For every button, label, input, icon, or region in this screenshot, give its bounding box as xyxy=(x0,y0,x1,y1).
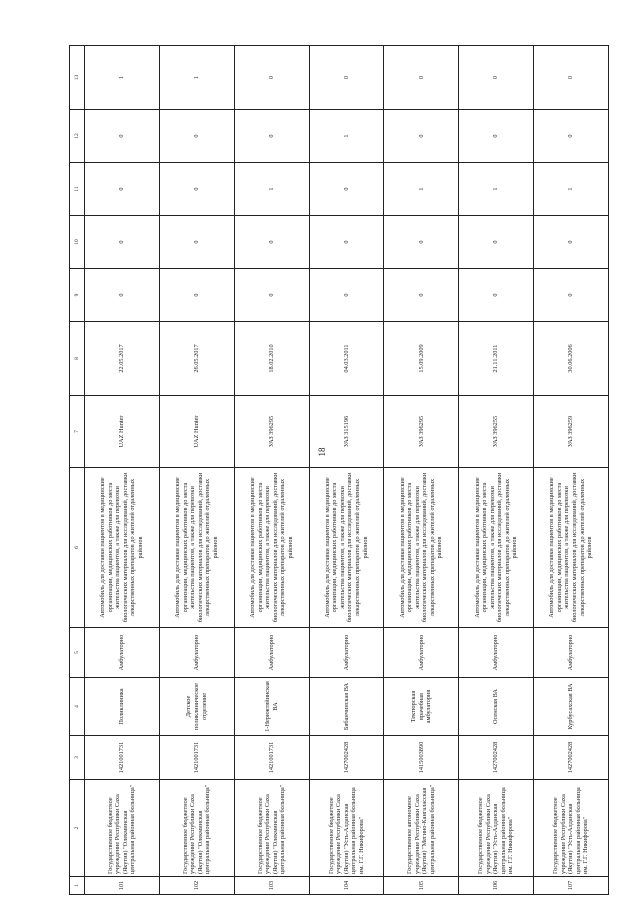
institution-cell: Государственное автономное учреждение Республики Саха (Якутия) "Мегино-Кангаласская центральная районная больница" xyxy=(384,780,459,877)
row-number-cell: 104 xyxy=(309,877,384,895)
care-type-cell: Амбулаторно xyxy=(85,628,160,678)
date-cell: 21.11.2011 xyxy=(459,322,534,396)
count-cell: 0 xyxy=(309,163,384,216)
date-cell: 26.05.2017 xyxy=(159,322,234,396)
row-number-cell: 101 xyxy=(85,877,160,895)
unit-cell: 1-Нерюктяйинская ВА xyxy=(234,678,309,736)
care-type-cell: Амбулаторно xyxy=(534,628,609,678)
unit-cell: Курбусахская ВА xyxy=(534,678,609,736)
count-cell: 0 xyxy=(459,110,534,163)
count-cell: 0 xyxy=(85,163,160,216)
institution-cell: Государственное бюджетное учреждение Республики Саха (Якутия) "Олекминская центральная районная больница" xyxy=(234,780,309,877)
count-cell: 0 xyxy=(384,216,459,269)
count-cell: 0 xyxy=(85,216,160,269)
purpose-cell: Автомобиль для доставки пациентов в медицинские организации, медицинских работников до места жительства пациентов, а также для перевозки биологических материалов для исследований, доставки лекарственных препаратов до жителей отдаленных районов xyxy=(384,468,459,628)
purpose-cell: Автомобиль для доставки пациентов в медицинские организации, медицинских работников до места жительства пациентов, а также для перевозки биологических материалов для исследований, доставки лекарственных препаратов до жителей отдаленных районов xyxy=(85,468,160,628)
institution-cell: Государственное бюджетное учреждение Республики Саха (Якутия) "Олекминская центральная районная больница" xyxy=(85,780,160,877)
count-cell: 1 xyxy=(85,46,160,110)
vehicle-model-cell: UAZ Hunter xyxy=(159,396,234,468)
header-cell: 13 xyxy=(70,46,85,110)
code-cell: 1421001731 xyxy=(234,736,309,780)
table-row xyxy=(459,46,534,895)
count-cell: 0 xyxy=(234,110,309,163)
date-cell: 15.09.2009 xyxy=(384,322,459,396)
row-number-cell: 107 xyxy=(534,877,609,895)
page-number: 18 xyxy=(317,447,327,457)
header-cell: 9 xyxy=(70,269,85,322)
vehicle-model-cell: УАЗ 396255 xyxy=(459,396,534,468)
code-cell: 1421001731 xyxy=(159,736,234,780)
vehicle-table xyxy=(69,45,609,895)
purpose-cell: Автомобиль для доставки пациентов в медицинские организации, медицинских работников до места жительства пациентов, а также для перевозки биологических материалов для исследований, доставки лекарственных препаратов до жителей отдаленных районов xyxy=(459,468,534,628)
count-cell: 0 xyxy=(384,269,459,322)
table-row xyxy=(159,46,234,895)
date-cell: 18.02.2010 xyxy=(234,322,309,396)
count-cell: 0 xyxy=(534,110,609,163)
header-cell: 5 xyxy=(70,628,85,678)
count-cell: 0 xyxy=(459,269,534,322)
count-cell: 0 xyxy=(234,216,309,269)
table-row xyxy=(234,46,309,895)
header-cell: 11 xyxy=(70,163,85,216)
care-type-cell: Амбулаторно xyxy=(159,628,234,678)
header-cell: 8 xyxy=(70,322,85,396)
vehicle-model-cell: UAZ Hunter xyxy=(85,396,160,468)
count-cell: 0 xyxy=(534,216,609,269)
table-row xyxy=(534,46,609,895)
header-cell: 10 xyxy=(70,216,85,269)
code-cell: 1427002428 xyxy=(459,736,534,780)
purpose-cell: Автомобиль для доставки пациентов в медицинские организации, медицинских работников до места жительства пациентов, а также для перевозки биологических материалов для исследований, доставки лекарственных препаратов до жителей отдаленных районов xyxy=(534,468,609,628)
count-cell: 0 xyxy=(159,216,234,269)
date-cell: 04.03.2011 xyxy=(309,322,384,396)
code-cell: 1415003890 xyxy=(384,736,459,780)
count-cell: 0 xyxy=(309,46,384,110)
count-cell: 0 xyxy=(159,110,234,163)
institution-cell: Государственное бюджетное учреждение Республики Саха (Якутия) "Олекминская центральная районная больница" xyxy=(159,780,234,877)
count-cell: 0 xyxy=(534,269,609,322)
count-cell: 0 xyxy=(234,269,309,322)
row-number-cell: 102 xyxy=(159,877,234,895)
count-cell: 0 xyxy=(159,163,234,216)
count-cell: 1 xyxy=(534,163,609,216)
count-cell: 0 xyxy=(85,110,160,163)
institution-cell: Государственное бюджетное учреждение Республики Саха (Якутия) "Усть-Алданская центральная районная больница им. Г.Г. Никифорова" xyxy=(309,780,384,877)
purpose-cell: Автомобиль для доставки пациентов в медицинские организации, медицинских работников до места жительства пациентов, а также для перевозки биологических материалов для исследований, доставки лекарственных препаратов до жителей отдаленных районов xyxy=(159,468,234,628)
code-cell: 1421001731 xyxy=(85,736,160,780)
care-type-cell: Амбулаторно xyxy=(309,628,384,678)
care-type-cell: Амбулаторно xyxy=(234,628,309,678)
count-cell: 0 xyxy=(234,46,309,110)
rotated-table-wrapper xyxy=(69,46,609,895)
unit-cell: Поликлиника xyxy=(85,678,160,736)
care-type-cell: Амбулаторно xyxy=(459,628,534,678)
table-row xyxy=(85,46,160,895)
unit-cell: Тектюрская врачебная амбулатория xyxy=(384,678,459,736)
count-cell: 0 xyxy=(309,269,384,322)
count-cell: 0 xyxy=(459,216,534,269)
count-cell: 0 xyxy=(159,269,234,322)
count-cell: 0 xyxy=(534,46,609,110)
purpose-cell: Автомобиль для доставки пациентов в медицинские организации, медицинских работников до места жительства пациентов, а также для перевозки биологических материалов для исследований, доставки лекарственных препаратов до жителей отдаленных районов xyxy=(234,468,309,628)
count-cell: 1 xyxy=(234,163,309,216)
unit-cell: Детское поликлиническое отделение xyxy=(159,678,234,736)
count-cell: 1 xyxy=(309,110,384,163)
header-cell: 4 xyxy=(70,678,85,736)
vehicle-model-cell: УАЗ 396295 xyxy=(234,396,309,468)
row-number-cell: 103 xyxy=(234,877,309,895)
header-cell: 12 xyxy=(70,110,85,163)
vehicle-model-cell: УАЗ 396259 xyxy=(534,396,609,468)
care-type-cell: Амбулаторно xyxy=(384,628,459,678)
count-cell: 1 xyxy=(159,46,234,110)
vehicle-model-cell: УАЗ 396295 xyxy=(384,396,459,468)
row-number-cell: 105 xyxy=(384,877,459,895)
header-cell: 6 xyxy=(70,468,85,628)
header-cell: 7 xyxy=(70,396,85,468)
unit-cell: Осенская ВА xyxy=(459,678,534,736)
count-cell: 0 xyxy=(384,46,459,110)
column-number-row xyxy=(70,46,85,895)
institution-cell: Государственное бюджетное учреждение Республики Саха (Якутия) "Усть-Алданская центральная районная больница им. Г.Г. Никифорова" xyxy=(459,780,534,877)
table-row xyxy=(309,46,384,895)
unit-cell: Бябанчинская ВА xyxy=(309,678,384,736)
purpose-cell: Автомобиль для доставки пациентов в медицинские организации, медицинских работников до места жительства пациентов, а также для перевозки биологических материалов для исследований, доставки лекарственных препаратов до жителей отдаленных районов xyxy=(309,468,384,628)
count-cell: 0 xyxy=(459,46,534,110)
code-cell: 1427002428 xyxy=(534,736,609,780)
header-cell: 2 xyxy=(70,780,85,877)
count-cell: 0 xyxy=(309,216,384,269)
institution-cell: Государственное бюджетное учреждение Республики Саха (Якутия) "Усть-Алданская центральная районная больница им. Г.Г. Никифорова" xyxy=(534,780,609,877)
row-number-cell: 106 xyxy=(459,877,534,895)
count-cell: 1 xyxy=(384,163,459,216)
date-cell: 22.05.2017 xyxy=(85,322,160,396)
vehicle-model-cell: УАЗ 315196 xyxy=(309,396,384,468)
count-cell: 0 xyxy=(384,110,459,163)
table-row xyxy=(384,46,459,895)
header-cell: 1 xyxy=(70,877,85,895)
code-cell: 1427002428 xyxy=(309,736,384,780)
count-cell: 0 xyxy=(85,269,160,322)
date-cell: 30.06.2006 xyxy=(534,322,609,396)
count-cell: 1 xyxy=(459,163,534,216)
header-cell: 3 xyxy=(70,736,85,780)
